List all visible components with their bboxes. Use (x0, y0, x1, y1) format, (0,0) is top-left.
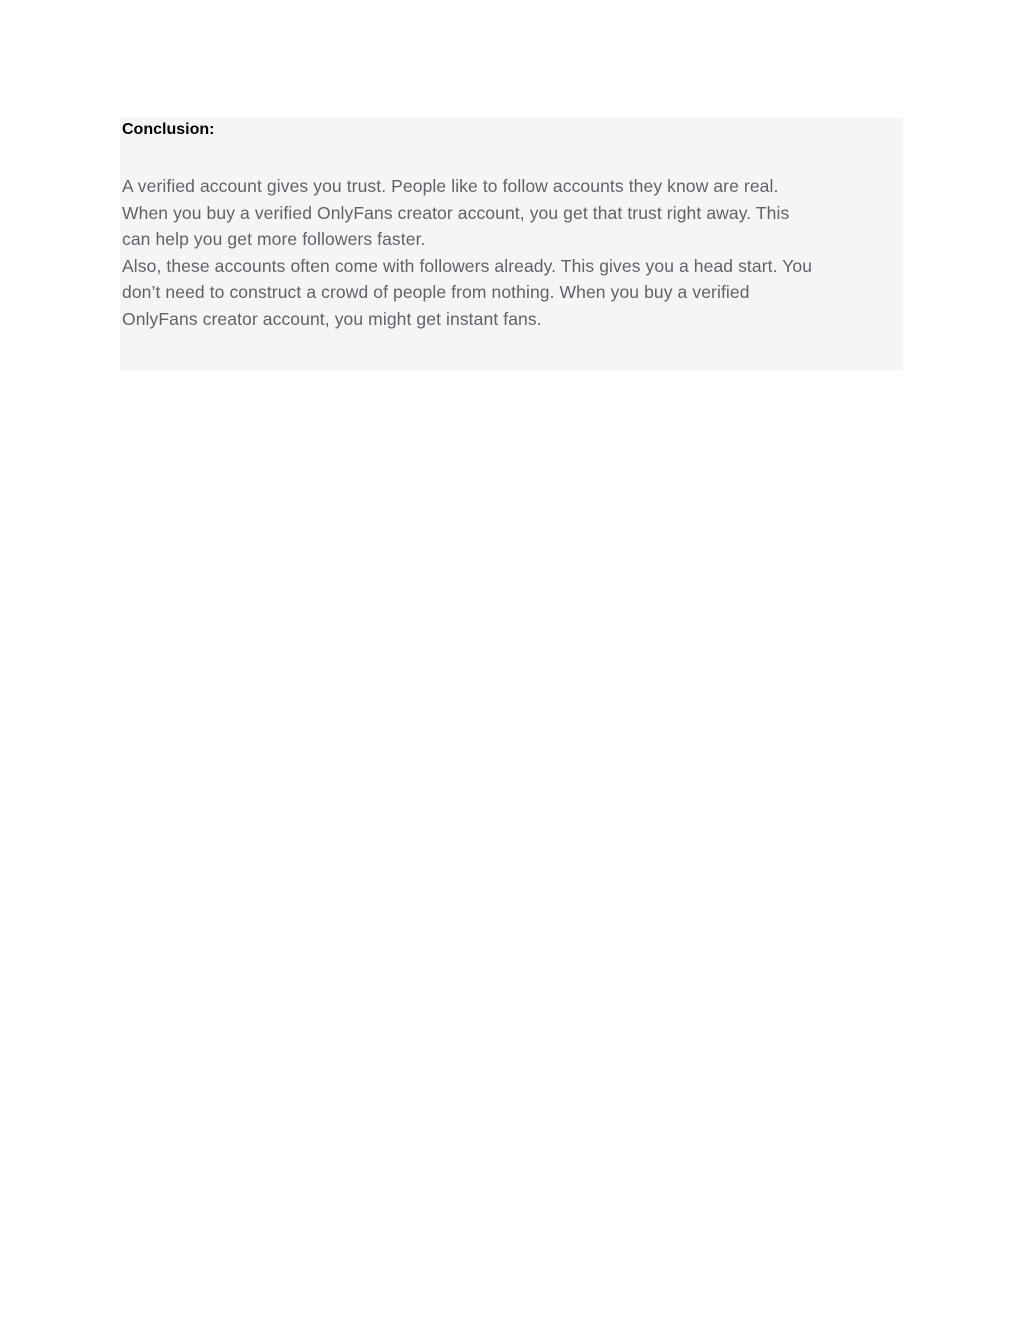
paragraph-1-line-2: When you buy a verified OnlyFans creator account, you get that trust right away. This (122, 202, 790, 223)
paragraph-1-line-1: A verified account gives you trust. People like to follow accounts they know are real. (122, 176, 779, 196)
paragraph-1-line-3: can help you get more followers faster. (122, 229, 426, 250)
conclusion-body (122, 173, 903, 333)
conclusion-heading: Conclusion: (122, 121, 215, 138)
conclusion-highlight-block (120, 118, 903, 370)
paragraph-2-line-1: Also, these accounts often come with followers already. This gives you a head start. You (122, 255, 813, 276)
paragraph-2-line-2: don’t need to construct a crowd of people from nothing. When you buy a verified (122, 282, 750, 303)
paragraph-2-line-3: OnlyFans creator account, you might get instant fans. (122, 308, 542, 329)
